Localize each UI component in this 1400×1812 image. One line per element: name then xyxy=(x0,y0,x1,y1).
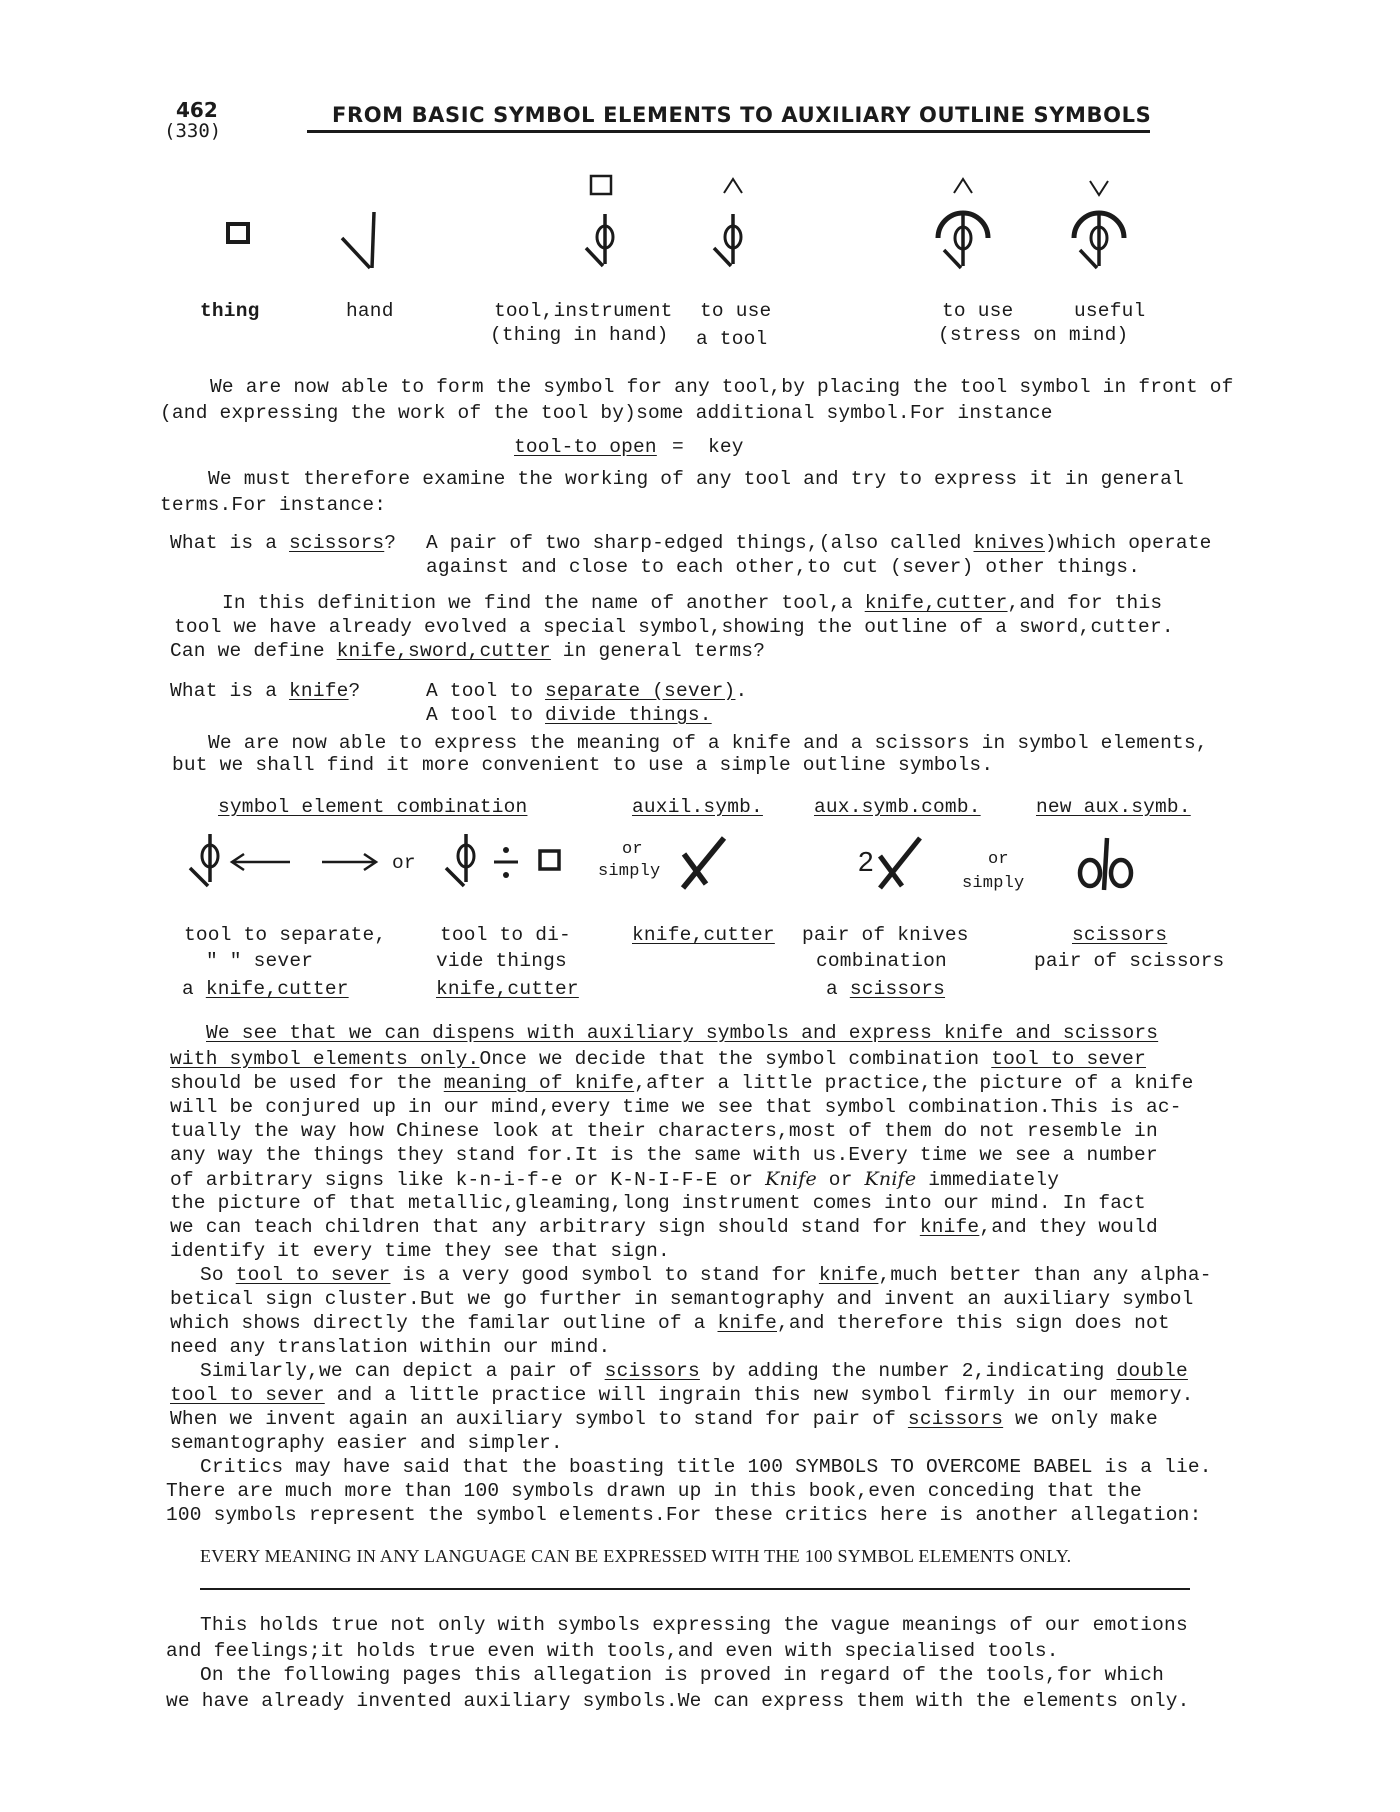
body-line-12: betical sign cluster.But we go further in semantography and invent an auxiliary symbol xyxy=(170,1288,1194,1310)
equation-left: tool-to open xyxy=(514,436,657,458)
caption-1-line-2: " " sever xyxy=(206,950,314,972)
useful-symbol-icon xyxy=(1074,181,1124,268)
closing-line-1: This holds true not only with symbols expressing the vague meanings of our emotions xyxy=(200,1614,1188,1636)
number-two: 2 xyxy=(858,846,874,877)
scissors-answer-2: against and close to each other,to cut (sever) other things. xyxy=(426,556,1141,578)
simply-label-1: simply xyxy=(598,862,661,881)
body-line-18: semantography easier and simpler. xyxy=(170,1432,563,1454)
hand-symbol-icon xyxy=(342,212,374,268)
elements-line-1: We are now able to express the meaning of a knife and a scissors in symbol elements, xyxy=(208,732,1208,754)
or-label-1: or xyxy=(392,852,416,874)
body-line-7: of arbitrary signs like k-n-i-f-e or K-N-I-F-E or Knife or Knife immediately xyxy=(170,1168,1060,1191)
knife-answer-2: A tool to divide things. xyxy=(426,704,712,726)
to-use-stress-on-mind-symbol-icon xyxy=(938,179,988,268)
intro-line-3: We must therefore examine the working of any tool and try to express it in general xyxy=(208,468,1184,490)
knife-answer-1: A tool to separate (sever). xyxy=(426,680,748,702)
body-line-2: with symbol elements only.Once we decide that the symbol combination tool to sever xyxy=(170,1048,1146,1070)
or-label-2: or xyxy=(622,840,643,859)
caption-2-line-1: tool to di- xyxy=(440,924,571,946)
column-header-symbol-element: symbol element combination xyxy=(218,796,528,818)
label-tool-instrument: tool,instrument xyxy=(494,300,673,322)
column-header-new-aux: new aux.symb. xyxy=(1036,796,1191,818)
body-line-4: will be conjured up in our mind,every time we see that symbol combination.This is ac- xyxy=(170,1096,1182,1118)
body-line-8: the picture of that metallic,gleaming,long instrument comes into our mind. In fact xyxy=(170,1192,1146,1214)
tool-divide-thing-symbol-icon xyxy=(446,834,559,886)
caption-5-line-2: pair of scissors xyxy=(1034,950,1225,972)
body-line-3: should be used for the meaning of knife,after a little practice,the picture of a knife xyxy=(170,1072,1194,1094)
tool-instrument-symbol-icon xyxy=(586,176,613,266)
body-line-19: Critics may have said that the boasting title 100 SYMBOLS TO OVERCOME BABEL is a lie. xyxy=(200,1456,1212,1478)
label-to-use-a-tool: to use xyxy=(700,300,772,322)
page-number-alt: (330) xyxy=(164,120,222,142)
thing-symbol-icon xyxy=(228,224,248,242)
closing-line-4: we have already invented auxiliary symbols.We can express them with the elements only. xyxy=(166,1690,1190,1712)
body-line-17: When we invent again an auxiliary symbol to stand for pair of scissors we only make xyxy=(170,1408,1158,1430)
caption-4-line-1: pair of knives xyxy=(802,924,969,946)
equation-right: key xyxy=(708,436,744,458)
knife-symbol-icon xyxy=(683,838,724,888)
caption-2-line-2: vide things xyxy=(436,950,567,972)
page-number: 462 xyxy=(176,98,218,122)
body-line-16: tool to sever and a little practice will ingrain this new symbol firmly in our memory. xyxy=(170,1384,1194,1406)
handwritten-knife-1: Knife xyxy=(765,1168,817,1190)
caption-1-line-3: a knife,cutter xyxy=(182,978,349,1000)
body-line-14: need any translation within our mind. xyxy=(170,1336,611,1358)
closing-line-3: On the following pages this allegation is proved in regard of the tools,for which xyxy=(200,1664,1165,1686)
closing-line-2: and feelings;it holds true even with tools,and even with specialised tools. xyxy=(166,1640,1059,1662)
body-line-10: identify it every time they see that sign. xyxy=(170,1240,670,1262)
intro-line-4: terms.For instance: xyxy=(160,494,387,516)
intro-line-2: (and expressing the work of the tool by)some additional symbol.For instance xyxy=(160,402,1053,424)
label-hand: hand xyxy=(346,300,394,322)
combination-symbols xyxy=(0,820,1400,920)
knife-question: What is a knife? xyxy=(170,680,361,702)
caption-4-line-2: combination xyxy=(816,950,947,972)
scissors-answer-1: A pair of two sharp-edged things,(also called knives)which operate xyxy=(426,532,1212,554)
label-to-use-stress: to use xyxy=(942,300,1014,322)
body-line-11: So tool to sever is a very good symbol to stand for knife,much better than any alpha- xyxy=(200,1264,1212,1286)
definition-line-1: In this definition we find the name of another tool,a knife,cutter,and for this xyxy=(222,592,1163,614)
column-header-auxil: auxil.symb. xyxy=(632,796,763,818)
allegation: EVERY MEANING IN ANY LANGUAGE CAN BE EXPRESSED WITH THE 100 SYMBOL ELEMENTS ONLY. xyxy=(200,1546,1072,1566)
label-useful: useful xyxy=(1074,300,1146,322)
scissors-question: What is a scissors? xyxy=(170,532,397,554)
tool-arrows-symbol-icon xyxy=(190,834,376,886)
definition-line-2: tool we have already evolved a special symbol,showing the outline of a sword,cutter. xyxy=(174,616,1174,638)
label-to-use-stress-2: (stress on mind) xyxy=(938,324,1129,346)
simply-label-2: simply xyxy=(962,874,1025,893)
caption-3-line-1: knife,cutter xyxy=(632,924,775,946)
column-header-aux-comb: aux.symb.comb. xyxy=(814,796,981,818)
allegation-rule xyxy=(200,1588,1190,1590)
scissors-symbol-icon xyxy=(1080,838,1131,890)
label-thing: thing xyxy=(200,300,260,322)
handwritten-knife-2: Knife xyxy=(864,1168,917,1190)
caption-5-line-1: scissors xyxy=(1072,924,1168,946)
caption-2-line-3: knife,cutter xyxy=(436,978,579,1000)
two-knives-symbol-icon xyxy=(880,838,920,888)
caption-1-line-1: tool to separate, xyxy=(184,924,387,946)
label-tool-instrument-2: (thing in hand) xyxy=(490,324,669,346)
caption-4-line-3: a scissors xyxy=(826,978,946,1000)
body-line-6: any way the things they stand for.It is the same with us.Every time we see a number xyxy=(170,1144,1158,1166)
body-line-20: There are much more than 100 symbols drawn up in this book,even conceding that the xyxy=(166,1480,1142,1502)
body-line-15: Similarly,we can depict a pair of scissors by adding the number 2,indicating double xyxy=(200,1360,1188,1382)
page-title: FROM BASIC SYMBOL ELEMENTS TO AUXILIARY OUTLINE SYMBOLS xyxy=(332,103,1152,127)
to-use-a-tool-symbol-icon xyxy=(714,179,742,266)
body-line-9: we can teach children that any arbitrary sign should stand for knife,and they would xyxy=(170,1216,1158,1238)
equation-equals: = xyxy=(672,436,684,458)
body-line-13: which shows directly the familar outline of a knife,and therefore this sign does not xyxy=(170,1312,1170,1334)
label-to-use-a-tool-2: a tool xyxy=(696,328,768,350)
or-label-3: or xyxy=(988,850,1009,869)
elements-line-2: but we shall find it more convenient to use a simple outline symbols. xyxy=(172,754,994,776)
intro-line-1: We are now able to form the symbol for any tool,by placing the tool symbol in front of xyxy=(210,376,1234,398)
definition-line-3: Can we define knife,sword,cutter in general terms? xyxy=(170,640,766,662)
body-line-5: tually the way how Chinese look at their characters,most of them do not resemble in xyxy=(170,1120,1158,1142)
body-line-21: 100 symbols represent the symbol elements.For these critics here is another allegation: xyxy=(166,1504,1202,1526)
body-line-1: We see that we can dispens with auxiliary symbols and express knife and scissors xyxy=(206,1022,1159,1044)
